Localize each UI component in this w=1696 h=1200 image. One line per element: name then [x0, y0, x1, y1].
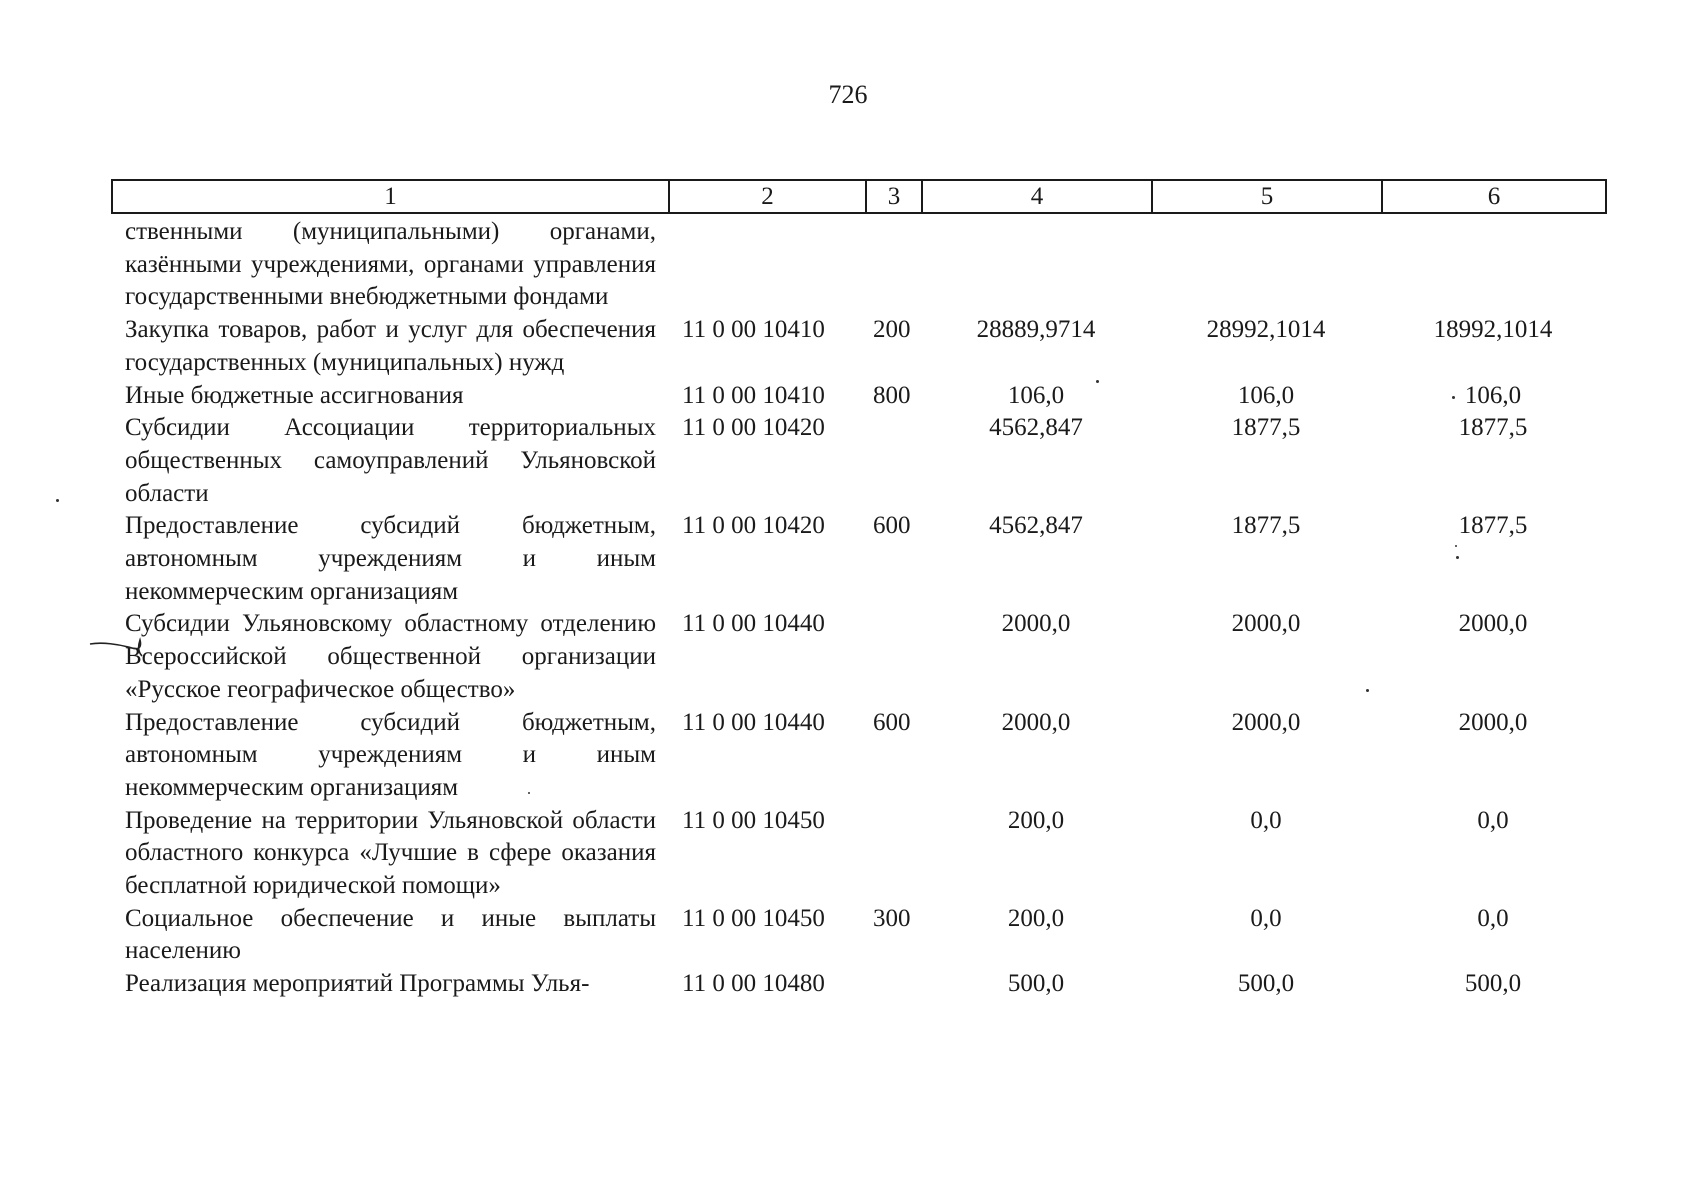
- row-value-col4: 106,0: [1007, 381, 1065, 409]
- row-value-col6: 106,0: [1464, 381, 1522, 409]
- pen-stroke-mark: [88, 636, 158, 658]
- row-name-cell: ственными (муниципальными) органами, казёнными учреждениями, органами управления государственными внебюджетными фондами: [125, 218, 656, 311]
- table-row: [111, 314, 1605, 379]
- table-row: [111, 510, 1605, 608]
- row-name-cell: Проведение на территории Ульяновской области областного конкурса «Лучшие в сфере оказания бесплатной юридической помощи»: [125, 806, 656, 900]
- row-code-cell: 11 0 00 10440: [682, 610, 825, 638]
- header-cell-3: 3: [866, 180, 922, 213]
- row-type-cell: [865, 968, 921, 1001]
- scan-speck: [528, 792, 530, 794]
- row-value-col5: 0,0: [1250, 904, 1282, 932]
- row-name-cell: Иные бюджетные ассигнования: [125, 381, 464, 409]
- scan-speck: [56, 499, 59, 502]
- row-value-col6: 2000,0: [1458, 708, 1528, 736]
- row-type-cell: [865, 216, 921, 314]
- scan-speck: [1366, 689, 1369, 692]
- row-value-col4: 4562,847: [989, 414, 1083, 442]
- row-type-cell: 600: [873, 512, 911, 540]
- row-type-cell: 800: [873, 381, 911, 409]
- row-name-cell: Субсидии Ульяновскому областному отделению Всероссийской общественной организации «Русское географическое общество»: [125, 610, 656, 703]
- scan-speck: [1456, 556, 1459, 559]
- row-name-cell: Закупка товаров, работ и услуг для обеспечения государственных (муниципальных) нужд: [125, 316, 656, 376]
- scan-speck: [1096, 380, 1099, 383]
- table-row: [111, 968, 1605, 1001]
- row-value-col4: 2000,0: [1001, 610, 1071, 638]
- row-type-cell: 300: [873, 904, 911, 932]
- row-value-col5: 106,0: [1237, 381, 1295, 409]
- row-value-col5: 1877,5: [1231, 414, 1301, 442]
- row-code-cell: 11 0 00 10440: [682, 708, 825, 736]
- row-code-cell: 11 0 00 10420: [682, 512, 825, 540]
- row-value-col5: 0,0: [1250, 806, 1282, 834]
- table-body: [111, 216, 1605, 1001]
- row-value-col5: 2000,0: [1231, 610, 1301, 638]
- scan-speck: [1452, 396, 1455, 399]
- table-row: [111, 707, 1605, 805]
- table-header: [111, 179, 1607, 214]
- row-type-cell: [865, 608, 921, 706]
- table-row: [111, 380, 1605, 413]
- row-value-col4: 500,0: [1007, 970, 1065, 998]
- row-name-cell: Предоставление субсидий бюджетным, автономным учреждениям и иным некоммерческим организациям: [125, 708, 656, 801]
- row-type-cell: 200: [873, 316, 911, 344]
- budget-table: [111, 216, 1605, 1001]
- row-code-cell: 11 0 00 10420: [682, 414, 825, 442]
- row-type-cell: 600: [873, 708, 911, 736]
- header-cell-1: 1: [112, 180, 669, 213]
- row-code-cell: [668, 216, 865, 314]
- row-code-cell: 11 0 00 10480: [682, 970, 825, 998]
- table-row: [111, 608, 1605, 706]
- row-name-cell: Предоставление субсидий бюджетным, автономным учреждениям и иным некоммерческим организациям: [125, 512, 656, 605]
- row-value-col4: 200,0: [1007, 904, 1065, 932]
- row-value-col5: 1877,5: [1231, 512, 1301, 540]
- row-value-col4: [921, 216, 1151, 314]
- row-code-cell: 11 0 00 10410: [682, 316, 825, 344]
- table-row: [111, 805, 1605, 903]
- page-number: 726: [828, 80, 868, 109]
- row-value-col6: 500,0: [1464, 970, 1522, 998]
- row-value-col6: 1877,5: [1458, 512, 1528, 540]
- row-code-cell: 11 0 00 10450: [682, 806, 825, 834]
- scan-speck: [1455, 545, 1457, 547]
- row-value-col6: 1877,5: [1458, 414, 1528, 442]
- row-value-col4: 4562,847: [989, 512, 1083, 540]
- row-code-cell: 11 0 00 10410: [682, 381, 825, 409]
- row-value-col5: [1151, 216, 1381, 314]
- row-value-col4: 28889,9714: [976, 316, 1096, 344]
- row-value-col5: 28992,1014: [1206, 316, 1326, 344]
- row-name-cell: Реализация мероприятий Программы Улья-: [125, 970, 590, 998]
- header-cell-6: 6: [1382, 180, 1606, 213]
- row-name-cell: Субсидии Ассоциации территориальных общественных самоуправлений Ульяновской области: [125, 414, 656, 507]
- row-type-cell: [865, 412, 921, 510]
- row-value-col4: 2000,0: [1001, 708, 1071, 736]
- header-cell-5: 5: [1152, 180, 1382, 213]
- row-value-col5: 500,0: [1237, 970, 1295, 998]
- row-value-col4: 200,0: [1007, 806, 1065, 834]
- header-cell-2: 2: [669, 180, 866, 213]
- row-name-cell: Социальное обеспечение и иные выплаты населению: [125, 904, 656, 965]
- row-value-col6: 0,0: [1477, 806, 1509, 834]
- row-code-cell: 11 0 00 10450: [682, 904, 825, 932]
- table-row: [111, 412, 1605, 510]
- row-type-cell: [865, 805, 921, 903]
- row-value-col6: [1381, 216, 1605, 314]
- table-row: [111, 903, 1605, 968]
- row-value-col5: 2000,0: [1231, 708, 1301, 736]
- table-row: [111, 216, 1605, 314]
- row-value-col6: 18992,1014: [1433, 316, 1553, 344]
- row-value-col6: 0,0: [1477, 904, 1509, 932]
- header-cell-4: 4: [922, 180, 1152, 213]
- row-value-col6: 2000,0: [1458, 610, 1528, 638]
